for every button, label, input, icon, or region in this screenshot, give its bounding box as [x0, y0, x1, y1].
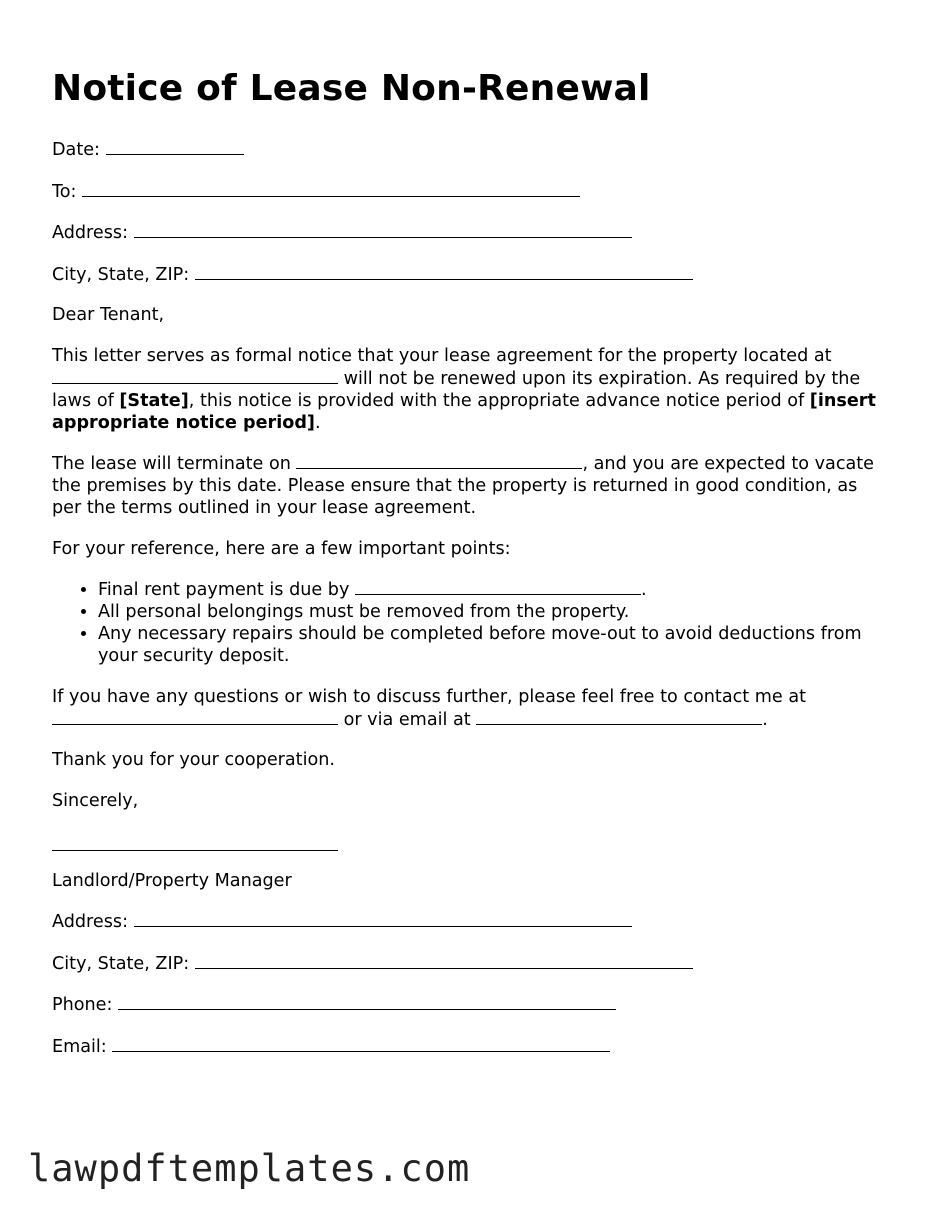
signer-address-blank[interactable]: [134, 910, 632, 927]
address-label: Address:: [52, 223, 128, 243]
contact-end: .: [762, 709, 768, 730]
watermark: lawpdftemplates.com: [28, 1147, 471, 1190]
notice-text-1: This letter serves as formal notice that your lease agreement for the property located at: [52, 345, 832, 366]
closing: Sincerely,: [52, 790, 139, 811]
list-item: [98, 578, 892, 601]
list-item: • All personal belongings must be removed from the property.: [98, 601, 892, 623]
termination-paragraph: [52, 452, 892, 519]
rent-text: Final rent payment is due by: [98, 580, 350, 600]
contact-email-blank[interactable]: [476, 708, 762, 725]
signer-email-label: Email:: [52, 1036, 107, 1057]
termination-text-1: The lease will terminate on: [52, 454, 291, 474]
contact-text-2: or via email at: [343, 709, 471, 730]
contact-paragraph: [52, 686, 892, 731]
page-title: Notice of Lease Non-Renewal: [52, 68, 651, 109]
document-page: [52, 66, 892, 1076]
notice-text-2: will not be renewed upon its expiration. As required by the laws of: [52, 368, 861, 411]
city-line: [52, 263, 892, 286]
to-blank[interactable]: [82, 180, 580, 197]
signer-email-blank[interactable]: [112, 1035, 610, 1052]
termination-date-blank[interactable]: [296, 452, 582, 469]
address-blank[interactable]: [134, 221, 632, 238]
points-list: [52, 578, 892, 667]
address-line: [52, 221, 892, 244]
signer-city-label: City, State, ZIP:: [52, 953, 190, 974]
notice-text-3: , this notice is provided with the appropriate advance notice period of: [188, 390, 805, 411]
notice-paragraph: [52, 345, 892, 434]
list-item: • Any necessary repairs should be completed before move-out to avoid deductions from your security deposit.: [98, 623, 892, 667]
signer-phone-label: Phone:: [52, 995, 113, 1015]
signer-city-blank[interactable]: [195, 952, 693, 969]
state-placeholder: [State]: [119, 390, 189, 411]
city-blank[interactable]: [195, 263, 693, 280]
signer-phone-line: [52, 993, 892, 1016]
date-blank[interactable]: [106, 138, 244, 155]
points-intro: For your reference, here are a few important points:: [52, 538, 511, 559]
signer-email-line: [52, 1035, 892, 1058]
signer-address-line: [52, 910, 892, 933]
signer-address-label: Address:: [52, 912, 128, 932]
signer-phone-blank[interactable]: [118, 993, 616, 1010]
rent-due-blank[interactable]: [355, 578, 641, 595]
signer-city-line: [52, 952, 892, 975]
date-label: Date:: [52, 140, 100, 160]
salutation: Dear Tenant,: [52, 305, 165, 325]
termination-text-2: , and you are expected to vacate the premises by this date. Please ensure that the property is returned in good condition, as per the terms outlined in your lease agreement.: [52, 454, 875, 518]
thanks: Thank you for your cooperation.: [52, 750, 335, 770]
signer-role: Landlord/Property Manager: [52, 870, 292, 891]
contact-phone-blank[interactable]: [52, 708, 338, 725]
property-address-blank[interactable]: [52, 367, 338, 384]
rent-end: .: [640, 580, 647, 600]
notice-period-placeholder: [insert appropriate notice period]: [52, 390, 876, 433]
signature-line[interactable]: [52, 830, 338, 851]
contact-text-1: If you have any questions or wish to discuss further, please feel free to contact me at: [52, 686, 807, 707]
to-line: [52, 180, 892, 203]
date-line: [52, 138, 892, 161]
notice-end: .: [314, 412, 321, 433]
to-label: To:: [52, 181, 77, 202]
city-label: City, State, ZIP:: [52, 264, 190, 285]
